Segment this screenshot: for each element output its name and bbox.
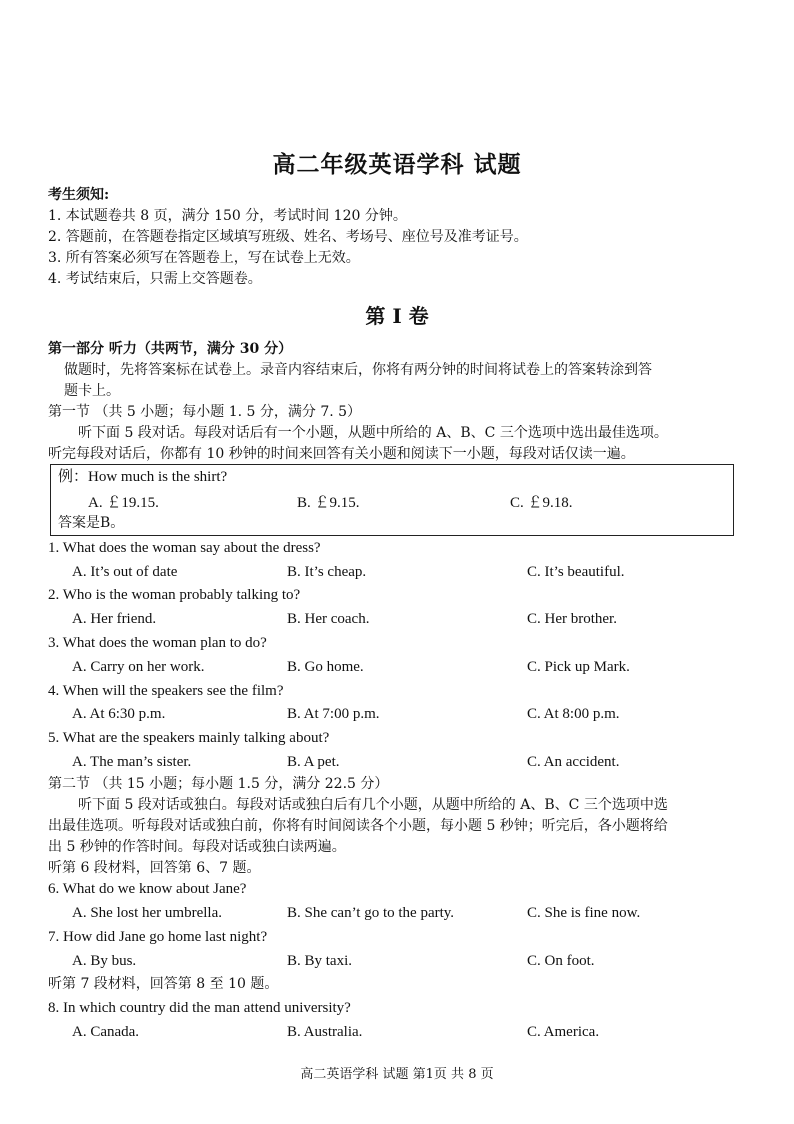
part1-heading: 第一部分 听力（共两节，满分 30 分） xyxy=(48,341,293,357)
notice-item: 1. 本试题卷共 8 页，满分 150 分，考试时间 120 分钟。 xyxy=(48,208,407,224)
section2-instruction: 听下面 5 段对话或独白。每段对话或独白后有几个小题，从题中所给的 A、B、C 三个选项中选 xyxy=(78,797,668,813)
example-option-a: A. ￡19.15. xyxy=(88,495,159,511)
option-b: B. A pet. xyxy=(287,754,340,770)
notice-item: 2. 答题前，在答题卷指定区域填写班级、姓名、考场号、座位号及准考证号。 xyxy=(48,229,528,245)
section2-instruction: 出 5 秒钟的作答时间。每段对话或独白读两遍。 xyxy=(48,839,346,855)
section2-heading: 第二节 （共 15 小题；每小题 1.5 分，满分 22.5 分） xyxy=(48,776,389,792)
option-a: A. Canada. xyxy=(72,1024,140,1040)
example-answer: 答案是B。 xyxy=(58,515,125,531)
option-c: C. Her brother. xyxy=(527,611,617,627)
section1-heading: 第一节 （共 5 小题；每小题 1. 5 分，满分 7. 5） xyxy=(48,404,362,420)
section2-instruction: 出最佳选项。听每段对话或独白前，你将有时间阅读各个小题，每小题 5 秒钟；听完后，各小题将给 xyxy=(48,818,668,834)
option-b: B. By taxi. xyxy=(287,953,353,969)
section1-instruction: 听完每段对话后，你都有 10 秒钟的时间来回答有关小题和阅读下一小题，每段对话仅读一遍。 xyxy=(48,446,635,462)
option-a: A. It’s out of date xyxy=(72,564,178,580)
option-a: A. At 6:30 p.m. xyxy=(72,706,166,722)
notice-item: 4. 考试结束后，只需上交答题卷。 xyxy=(48,271,262,287)
question: 4. When will the speakers see the film? xyxy=(48,683,284,699)
example-option-b: B. ￡9.15. xyxy=(297,495,360,511)
notice-item: 3. 所有答案必须写在答题卷上，写在试卷上无效。 xyxy=(48,250,360,266)
option-c: C. On foot. xyxy=(527,953,595,969)
notice-heading: 考生须知: xyxy=(48,187,110,203)
question: 5. What are the speakers mainly talking about? xyxy=(48,730,330,746)
option-c: C. An accident. xyxy=(527,754,620,770)
option-b: B. She can’t go to the party. xyxy=(287,905,455,921)
section1-instruction: 听下面 5 段对话。每段对话后有一个小题，从题中所给的 A、B、C 三个选项中选出最佳选项。 xyxy=(78,425,668,441)
material-heading: 听第 6 段材料，回答第 6、7 题。 xyxy=(48,860,261,876)
option-b: B. It’s cheap. xyxy=(287,564,367,580)
material-heading: 听第 7 段材料，回答第 8 至 10 题。 xyxy=(48,976,279,992)
page-title: 高二年级英语学科 试题 xyxy=(272,151,522,178)
option-c: C. At 8:00 p.m. xyxy=(527,706,620,722)
part1-instruction: 题卡上。 xyxy=(64,383,120,399)
question: 3. What does the woman plan to do? xyxy=(48,635,267,651)
example-question: 例：How much is the shirt? xyxy=(58,469,228,485)
option-a: A. She lost her umbrella. xyxy=(72,905,222,921)
part1-instruction: 做题时，先将答案标在试卷上。录音内容结束后，你将有两分钟的时间将试卷上的答案转涂到答 xyxy=(64,362,652,378)
question: 6. What do we know about Jane? xyxy=(48,881,247,897)
page-footer: 高二英语学科 试题 第1页 共 8 页 xyxy=(300,1067,494,1082)
option-b: B. Go home. xyxy=(287,659,364,675)
example-option-c: C. ￡9.18. xyxy=(510,495,573,511)
option-b: B. At 7:00 p.m. xyxy=(287,706,380,722)
question: 7. How did Jane go home last night? xyxy=(48,929,268,945)
option-a: A. By bus. xyxy=(72,953,137,969)
option-b: B. Her coach. xyxy=(287,611,370,627)
option-a: A. Carry on her work. xyxy=(72,659,205,675)
volume-heading: 第 I 卷 xyxy=(365,304,429,328)
option-b: B. Australia. xyxy=(287,1024,363,1040)
option-a: A. Her friend. xyxy=(72,611,157,627)
option-c: C. It’s beautiful. xyxy=(527,564,625,580)
option-a: A. The man’s sister. xyxy=(72,754,192,770)
option-c: C. Pick up Mark. xyxy=(527,659,630,675)
option-c: C. She is fine now. xyxy=(527,905,641,921)
question: 1. What does the woman say about the dress? xyxy=(48,540,321,556)
option-c: C. America. xyxy=(527,1024,600,1040)
question: 8. In which country did the man attend university? xyxy=(48,1000,351,1016)
question: 2. Who is the woman probably talking to? xyxy=(48,587,301,603)
